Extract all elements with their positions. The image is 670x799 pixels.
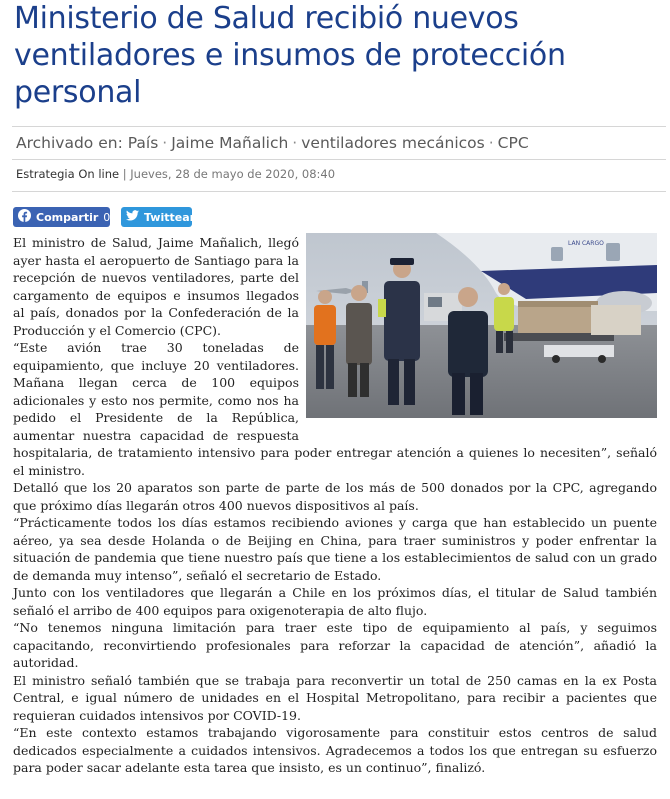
body-paragraph: “Este avión trae 30 toneladas de equipamiento, que incluye 20 ventiladores. Mañana llegan cerca de 100 equipos adicionales y esto nos permite, como nos ha pedido el Presidente de la República, aumentar nuestra capacidad de respuesta hospitalaria, de tratamiento intensivo para poder entregar atención a quienes lo necesiten”, señaló el ministro. [13, 340, 657, 478]
body-paragraph: El ministro señaló también que se trabaja para reconvertir un total de 250 camas en la ex Posta Central, e igual número de unidades en el Hospital Metropolitano, para recibir a pacientes que requieran cuidados intensivos por COVID-19. [13, 672, 657, 723]
tag-link[interactable]: ventiladores mecánicos [301, 134, 485, 152]
body-paragraph: Junto con los ventiladores que llegarán a Chile en los próximos días, el titular de Salud también señaló el arribo de 400 equipos para oxigenoterapia de alto flujo. [13, 585, 657, 618]
tag-link[interactable]: CPC [497, 134, 529, 152]
archive-label: Archivado en: [16, 134, 123, 152]
byline-date: Jueves, 28 de mayo de 2020, 08:40 [130, 167, 336, 181]
plane-livery-text: LAN CARGO [568, 240, 604, 247]
byline [16, 167, 335, 181]
twitter-share-label: Twittear [144, 210, 196, 224]
photo-spacer [305, 234, 657, 434]
twitter-share-button[interactable] [121, 207, 196, 227]
byline-separator: | [122, 167, 127, 181]
tag-separator: · [292, 134, 298, 152]
body-paragraph: El ministro de Salud, Jaime Mañalich, llegó ayer hasta el aeropuerto de Santiago para la recepción de nuevos ventiladores, parte del cargamento de equipos e insumos llegados al país, donados por la Confederación de la Producción y el Comercio (CPC). [13, 235, 299, 338]
facebook-icon [18, 209, 31, 225]
facebook-share-count: 0 [103, 210, 111, 224]
body-paragraph: “En este contexto estamos trabajando vigorosamente para constituir estos centros de salud dedicados especialmente a cuidados intensivos. Agradecemos a todos los que entregan su esfuerzo para poder sacar adelante esta tarea que insisto, es un continuo”, finalizó. [13, 725, 657, 775]
tag-separator: · [162, 134, 168, 152]
body-paragraph: Detalló que los 20 aparatos son parte de parte de los más de 500 donados por la CPC, agregando que próximo días llegarán otros 400 nuevos dispositivos al país. [13, 480, 657, 513]
divider [12, 159, 666, 160]
body-paragraph: “Prácticamente todos los días estamos recibiendo aviones y carga que han establecido un puente aéreo, ya sea desde Holanda o de Beijing en China, para traer suministros y poder enfrentar la situación de pandemia que tiene nuestro país que tiene a los establecimientos de salud con un grado de demanda muy intenso”, señaló el secretario de Estado. [13, 515, 657, 583]
divider [12, 191, 666, 192]
article-body [13, 234, 657, 777]
divider [12, 126, 666, 127]
archive-tags [16, 134, 666, 152]
tag-separator: · [488, 134, 494, 152]
byline-source: Estrategia On line [16, 167, 120, 181]
facebook-share-button[interactable] [13, 207, 110, 227]
tag-link[interactable]: País [127, 134, 159, 152]
body-paragraph: “No tenemos ninguna limitación para traer este tipo de equipamiento al país, y seguimos capacitando, reconvirtiendo profesionales para reforzar la capacidad de atención”, añadió la autoridad. [13, 620, 657, 670]
twitter-icon [126, 210, 139, 224]
article-title: Ministerio de Salud recibió nuevos ventiladores e insumos de protección personal [14, 1, 566, 110]
tag-link[interactable]: Jaime Mañalich [171, 134, 289, 152]
facebook-share-label: Compartir [36, 210, 99, 224]
